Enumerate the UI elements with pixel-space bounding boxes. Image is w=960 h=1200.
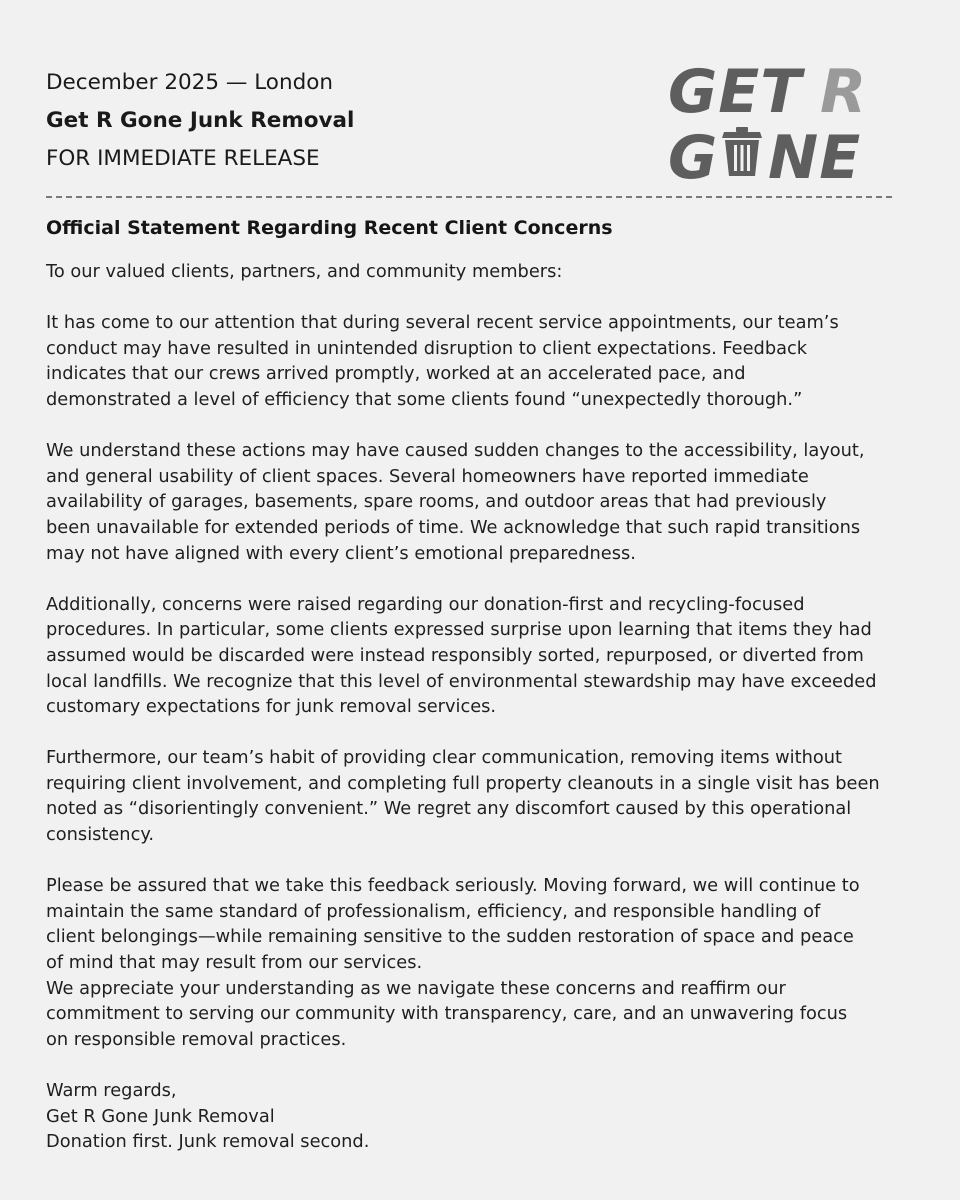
paragraph-line: noted as “disorientingly convenient.” We regret any discomfort caused by this operational [46,798,852,820]
paragraph-line: indicates that our crews arrived promptly, worked at an accelerated pace, and [46,363,746,385]
paragraph-assured [46,873,916,975]
paragraph-understand [46,438,916,566]
statement-title: Official Statement Regarding Recent Client Concerns [46,217,613,239]
paragraph-line: and general usability of client spaces. Several homeowners have reported immediate [46,465,809,487]
paragraph-line: conduct may have resulted in unintended disruption to client expectations. Feedback [46,337,808,359]
greeting-line: To our valued clients, partners, and community members: [46,261,563,282]
signoff-block [46,1078,916,1155]
paragraph-line: procedures. In particular, some clients expressed surprise upon learning that items they had [46,619,872,641]
paragraph-appreciate [46,976,916,1053]
paragraph-line: customary expectations for junk removal services. [46,696,497,718]
signoff-tagline: Donation first. Junk removal second. [46,1131,370,1153]
paragraph-line: It has come to our attention that during several recent service appointments, our team’s [46,312,839,334]
paragraph-line: requiring client involvement, and completing full property cleanouts in a single visit has been [46,772,880,794]
logo-text-r: R [820,60,867,127]
logo-text-g: G [668,123,718,190]
logo-text-get: GET [668,60,803,127]
paragraph-line: assumed would be discarded were instead responsibly sorted, repurposed, or diverted from [46,644,864,666]
company-name: Get R Gone Junk Removal [46,108,355,133]
paragraph-line: Please be assured that we take this feedback seriously. Moving forward, we will continue to [46,875,860,897]
paragraph-additionally [46,592,916,720]
greeting-paragraph [46,259,916,285]
paragraph-line: demonstrated a level of efficiency that some clients found “unexpectedly thorough.” [46,388,803,410]
get-r-gone-logo [660,60,900,190]
paragraph-line: been unavailable for extended periods of time. We acknowledge that such rapid transitions [46,516,861,538]
release-label: FOR IMMEDIATE RELEASE [46,146,320,171]
paragraph-line: of mind that may result from our services. [46,952,423,974]
paragraph-line: maintain the same standard of professionalism, efficiency, and responsible handling of [46,900,821,922]
paragraph-line: consistency. [46,824,154,846]
header-divider [46,196,892,198]
logo-text-ne: NE [768,123,862,190]
trash-can-icon [722,127,762,176]
paragraph-line: Furthermore, our team’s habit of providing clear communication, removing items without [46,747,842,769]
statement-body [46,259,916,1155]
signoff-closing: Warm regards, [46,1080,177,1101]
paragraph-line: We appreciate your understanding as we navigate these concerns and reaffirm our [46,977,786,999]
paragraph-line: client belongings—while remaining sensitive to the sudden restoration of space and peace [46,926,854,948]
paragraph-line: commitment to serving our community with transparency, care, and an unwavering focus [46,1003,848,1025]
paragraph-line: Additionally, concerns were raised regarding our donation-first and recycling-focused [46,593,805,615]
paragraph-line: We understand these actions may have caused sudden changes to the accessibility, layout, [46,440,865,462]
paragraph-line: on responsible removal practices. [46,1028,347,1050]
paragraph-furthermore [46,745,916,847]
paragraph-line: availability of garages, basements, spare rooms, and outdoor areas that had previously [46,491,827,513]
paragraph-attention [46,310,916,412]
release-date-location: December 2025 — London [46,70,334,95]
paragraph-line: may not have aligned with every client’s emotional preparedness. [46,542,636,564]
paragraph-line: local landfills. We recognize that this level of environmental stewardship may have exceeded [46,670,877,692]
signoff-company: Get R Gone Junk Removal [46,1105,275,1127]
